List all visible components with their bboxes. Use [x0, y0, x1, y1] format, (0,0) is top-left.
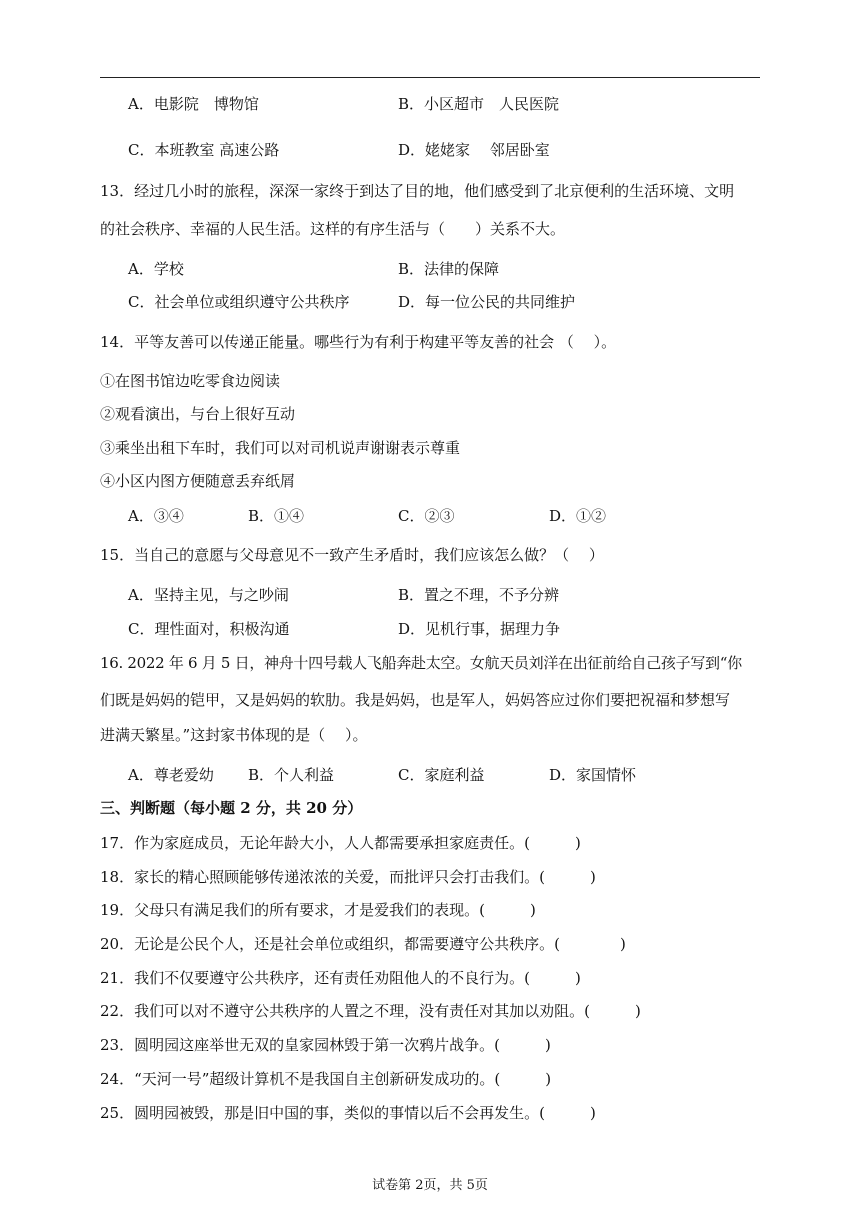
page-footer: 试卷第 2页，共 5页 — [372, 1178, 488, 1193]
header-rule — [100, 77, 760, 78]
q14-item-4: ④小区内图方便随意丢弃纸屑 — [100, 472, 296, 490]
q15-option-d: D．见机行事，据理力争 — [398, 620, 561, 638]
q15-option-c: C．理性面对，积极沟通 — [128, 620, 290, 638]
q13-stem-line-1: 13．经过几小时的旅程，深深一家终于到达了目的地，他们感受到了北京便利的生活环境、文明 — [100, 182, 735, 200]
q12-option-a: A．电影院 博物馆 — [128, 95, 259, 113]
q16-option-b: B．个人利益 — [248, 766, 335, 784]
q16-option-c: C．家庭利益 — [398, 766, 485, 784]
judgment-item-17: 17．作为家庭成员，无论年龄大小，人人都需要承担家庭责任。( ) — [100, 834, 581, 852]
q14-option-a: A．③④ — [128, 507, 184, 525]
judgment-item-24: 24．“天河一号”超级计算机不是我国自主创新研发成功的。( ) — [100, 1070, 552, 1088]
q14-option-b: B．①④ — [248, 507, 305, 525]
q15-stem: 15．当自己的意愿与父母意见不一致产生矛盾时，我们应该怎么做？（ ） — [100, 546, 604, 564]
q12-option-d: D．姥姥家 邻居卧室 — [398, 141, 550, 159]
judgment-item-20: 20．无论是公民个人，还是社会单位或组织，都需要遵守公共秩序。( ) — [100, 935, 626, 953]
q15-option-b: B．置之不理，不予分辨 — [398, 586, 560, 604]
judgment-item-18: 18．家长的精心照顾能够传递浓浓的关爱，而批评只会打击我们。( ) — [100, 868, 596, 886]
q16-option-a: A．尊老爱幼 — [128, 766, 214, 784]
judgment-item-22: 22．我们可以对不遵守公共秩序的人置之不理，没有责任对其加以劝阻。( ) — [100, 1002, 641, 1020]
q13-option-c: C．社会单位或组织遵守公共秩序 — [128, 293, 350, 311]
q14-option-d: D．①② — [549, 507, 607, 525]
judgment-item-23: 23．圆明园这座举世无双的皇家园林毁于第一次鸦片战争。( ) — [100, 1036, 551, 1054]
q16-option-d: D．家国情怀 — [549, 766, 637, 784]
q15-option-a: A．坚持主见，与之吵闹 — [128, 586, 289, 604]
q14-stem: 14．平等友善可以传递正能量。哪些行为有利于构建平等友善的社会 （ ）。 — [100, 333, 617, 351]
q14-item-2: ②观看演出，与台上很好互动 — [100, 405, 296, 423]
q16-stem-line-1: 16. 2022 年 6 月 5 日，神舟十四号载人飞船奔赴太空。女航天员刘洋在出征前给自己孩子写到“你 — [100, 654, 742, 672]
q14-item-3: ③乘坐出租下车时，我们可以对司机说声谢谢表示尊重 — [100, 439, 461, 457]
section-3-title: 三、判断题（每小题 2 分，共 20 分） — [100, 799, 363, 817]
judgment-item-21: 21．我们不仅要遵守公共秩序，还有责任劝阻他人的不良行为。( ) — [100, 969, 581, 987]
judgment-item-19: 19．父母只有满足我们的所有要求，才是爱我们的表现。( ) — [100, 901, 536, 919]
q14-option-c: C．②③ — [398, 507, 455, 525]
q13-option-d: D．每一位公民的共同维护 — [398, 293, 576, 311]
q13-option-b: B．法律的保障 — [398, 260, 500, 278]
q14-item-1: ①在图书馆边吃零食边阅读 — [100, 372, 281, 390]
q12-option-c: C．本班教室 高速公路 — [128, 141, 280, 159]
q12-option-b: B．小区超市 人民医院 — [398, 95, 560, 113]
q16-stem-line-2: 们既是妈妈的铠甲，又是妈妈的软肋。我是妈妈，也是军人，妈妈答应过你们要把祝福和梦想写 — [100, 691, 731, 709]
q13-option-a: A．学校 — [128, 260, 184, 278]
judgment-item-25: 25．圆明园被毁，那是旧中国的事，类似的事情以后不会再发生。( ) — [100, 1104, 596, 1122]
q13-stem-line-2: 的社会秩序、幸福的人民生活。这样的有序生活与（ ）关系不大。 — [100, 220, 566, 238]
q16-stem-line-3: 进满天繁星。”这封家书体现的是（ ）。 — [100, 726, 368, 744]
